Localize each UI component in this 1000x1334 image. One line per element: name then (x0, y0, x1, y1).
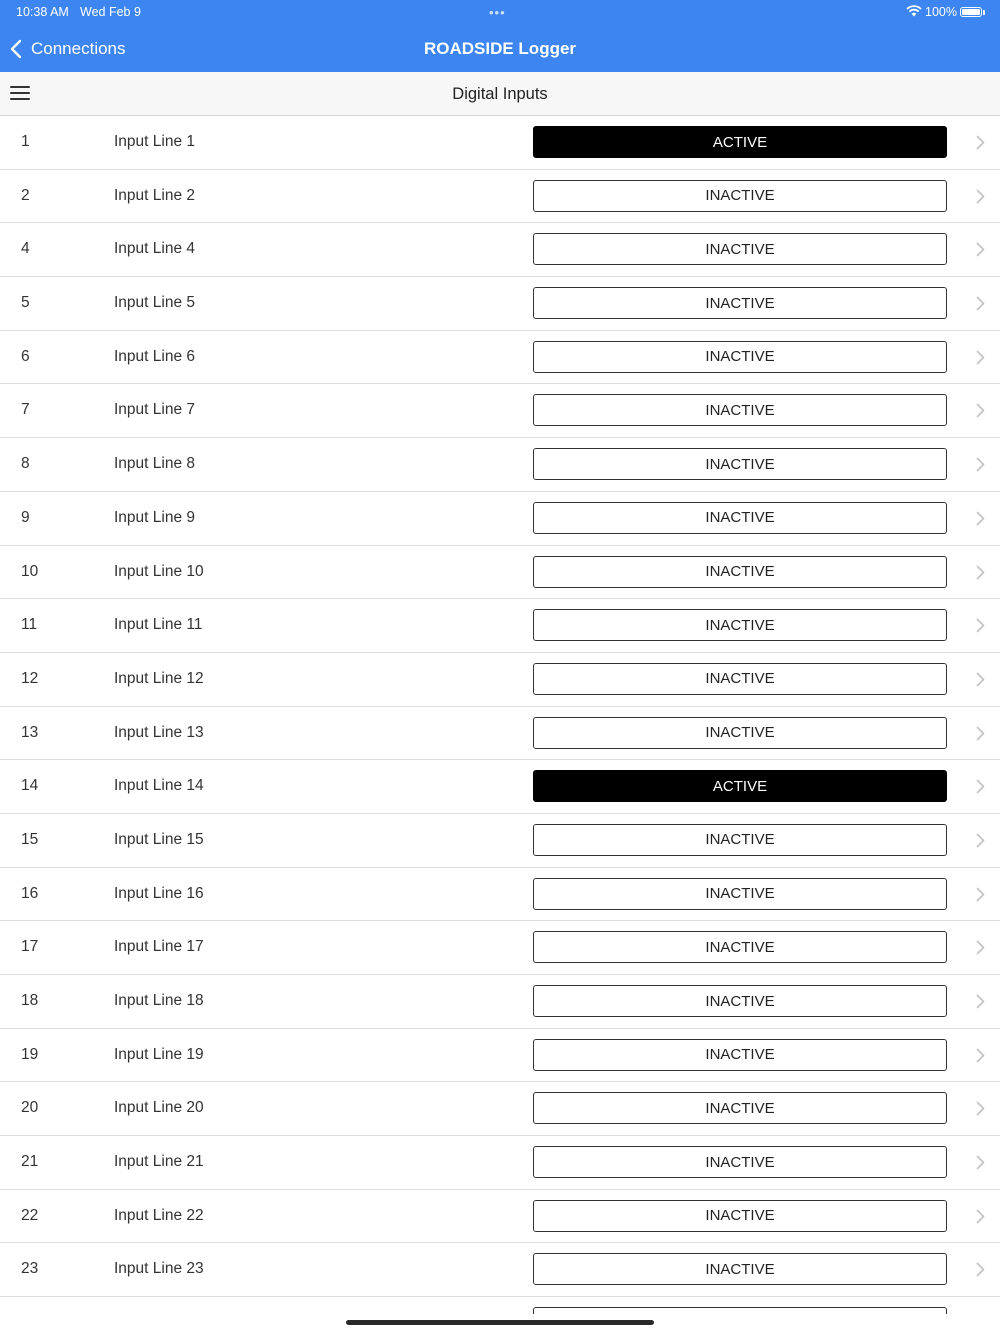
list-item[interactable] (0, 599, 1000, 653)
wifi-icon (906, 5, 922, 17)
list-item[interactable] (0, 546, 1000, 600)
input-state-button[interactable]: INACTIVE (533, 1146, 947, 1178)
input-state-button[interactable] (533, 1307, 947, 1314)
input-line-name: Input Line 4 (114, 240, 196, 258)
input-line-number: 20 (21, 1099, 39, 1117)
input-state-button[interactable]: INACTIVE (533, 556, 947, 588)
input-line-name: Input Line 23 (114, 1260, 204, 1278)
chevron-right-icon[interactable] (976, 887, 985, 902)
input-line-number: 21 (21, 1153, 39, 1171)
page-title: ROADSIDE Logger (423, 39, 577, 58)
input-line-number: 10 (21, 562, 39, 580)
list-item[interactable] (0, 1297, 1000, 1314)
input-state-button[interactable]: INACTIVE (533, 341, 947, 373)
input-line-number: 2 (21, 186, 30, 204)
input-state-button[interactable]: INACTIVE (533, 663, 947, 695)
input-line-number: 19 (21, 1045, 39, 1063)
input-line-name: Input Line 1 (114, 133, 196, 150)
list-item[interactable] (0, 653, 1000, 707)
home-indicator[interactable] (346, 1320, 654, 1325)
input-line-name: Input Line 5 (114, 294, 196, 312)
list-item[interactable] (0, 1243, 1000, 1297)
input-line-number: 16 (21, 884, 39, 902)
list-item[interactable] (0, 1029, 1000, 1083)
list-item[interactable] (0, 384, 1000, 438)
list-item[interactable] (0, 277, 1000, 331)
input-line-number: 12 (21, 669, 39, 687)
input-state-button[interactable]: INACTIVE (533, 1092, 947, 1124)
input-line-name: Input Line 18 (114, 992, 204, 1009)
input-state-button[interactable]: INACTIVE (533, 233, 947, 265)
chevron-right-icon[interactable] (976, 457, 985, 472)
list-item[interactable] (0, 1082, 1000, 1136)
input-state-button[interactable]: INACTIVE (533, 931, 947, 963)
input-line-name: Input Line 9 (114, 508, 196, 526)
section-title: Digital Inputs (452, 85, 548, 103)
input-state-button[interactable]: ACTIVE (533, 770, 947, 802)
input-line-name: Input Line 14 (114, 777, 204, 795)
multitasking-dots-icon[interactable]: ••• (489, 5, 506, 20)
chevron-right-icon[interactable] (976, 1048, 985, 1063)
input-line-name: Input Line 19 (114, 1045, 204, 1063)
chevron-right-icon[interactable] (976, 1155, 985, 1170)
chevron-right-icon[interactable] (976, 296, 985, 311)
chevron-right-icon[interactable] (976, 350, 985, 365)
input-line-number: 23 (21, 1260, 39, 1278)
input-line-name: Input Line 22 (114, 1206, 204, 1224)
input-line-number: 8 (21, 455, 30, 473)
list-item[interactable] (0, 868, 1000, 922)
input-line-name: Input Line 7 (114, 401, 196, 419)
chevron-right-icon[interactable] (976, 511, 985, 526)
chevron-right-icon[interactable] (976, 565, 985, 580)
input-state-button[interactable]: INACTIVE (533, 609, 947, 641)
input-state-button[interactable]: INACTIVE (533, 824, 947, 856)
list-item[interactable] (0, 492, 1000, 546)
chevron-right-icon[interactable] (976, 833, 985, 848)
status-time: 10:38 AM (16, 5, 69, 19)
list-item[interactable] (0, 975, 1000, 1029)
chevron-right-icon[interactable] (976, 1101, 985, 1116)
input-line-number: 18 (21, 992, 39, 1009)
input-state-button[interactable]: INACTIVE (533, 287, 947, 319)
battery-percentage: 100% (925, 5, 957, 19)
input-line-name: Input Line 6 (114, 347, 196, 365)
input-state-button[interactable]: INACTIVE (533, 1253, 947, 1285)
chevron-right-icon[interactable] (976, 994, 985, 1009)
chevron-right-icon[interactable] (976, 1209, 985, 1224)
list-item[interactable] (0, 1190, 1000, 1244)
input-line-number: 4 (21, 240, 30, 258)
input-state-button[interactable]: INACTIVE (533, 180, 947, 212)
list-item[interactable] (0, 223, 1000, 277)
input-state-button[interactable]: INACTIVE (533, 1200, 947, 1232)
input-line-name: Input Line 15 (114, 830, 204, 848)
input-state-button[interactable]: INACTIVE (533, 878, 947, 910)
input-line-number: 6 (21, 347, 30, 365)
list-item[interactable] (0, 438, 1000, 492)
chevron-right-icon[interactable] (976, 618, 985, 633)
input-line-number: 11 (21, 616, 38, 634)
input-line-number: 22 (21, 1206, 39, 1224)
chevron-right-icon[interactable] (976, 779, 985, 794)
input-line-number: 7 (21, 401, 30, 419)
status-date: Wed Feb 9 (80, 5, 141, 19)
digital-inputs-list[interactable] (0, 116, 1000, 1314)
input-line-number: 13 (21, 723, 39, 741)
chevron-right-icon[interactable] (976, 672, 985, 687)
list-item[interactable] (0, 1136, 1000, 1190)
input-line-name: Input Line 20 (114, 1099, 204, 1117)
list-item[interactable] (0, 331, 1000, 385)
input-line-number: 15 (21, 830, 39, 848)
navigation-bar (0, 0, 1000, 72)
chevron-right-icon[interactable] (976, 726, 985, 741)
list-item[interactable] (0, 760, 1000, 814)
input-line-number: 17 (21, 938, 39, 956)
input-state-button[interactable]: INACTIVE (533, 394, 947, 426)
list-item[interactable] (0, 116, 1000, 170)
input-line-name: Input Line 12 (114, 669, 204, 687)
input-line-name: Input Line 21 (114, 1153, 204, 1171)
input-state-button[interactable]: INACTIVE (533, 717, 947, 749)
list-item[interactable] (0, 170, 1000, 224)
section-header (0, 72, 1000, 116)
chevron-right-icon[interactable] (976, 403, 985, 418)
input-state-button[interactable]: INACTIVE (533, 1039, 947, 1071)
input-line-number: 5 (21, 294, 30, 312)
input-line-name: Input Line 17 (114, 938, 204, 956)
chevron-right-icon[interactable] (976, 1262, 985, 1277)
input-state-button[interactable]: ACTIVE (533, 126, 947, 158)
list-item[interactable] (0, 707, 1000, 761)
input-line-name: Input Line 11 (114, 616, 203, 634)
input-state-button[interactable]: INACTIVE (533, 985, 947, 1017)
input-state-button[interactable]: INACTIVE (533, 502, 947, 534)
chevron-right-icon[interactable] (976, 189, 985, 204)
input-line-name: Input Line 13 (114, 723, 204, 741)
input-line-name: Input Line 8 (114, 455, 196, 473)
chevron-right-icon[interactable] (976, 242, 985, 257)
input-line-number: 9 (21, 508, 30, 526)
input-line-name: Input Line 10 (114, 562, 204, 580)
input-line-number: 1 (21, 133, 30, 150)
chevron-right-icon[interactable] (976, 135, 985, 150)
chevron-right-icon[interactable] (976, 940, 985, 955)
list-item[interactable] (0, 814, 1000, 868)
input-state-button[interactable]: INACTIVE (533, 448, 947, 480)
input-line-name: Input Line 2 (114, 186, 196, 204)
input-line-name: Input Line 16 (114, 884, 204, 902)
list-item[interactable] (0, 921, 1000, 975)
input-line-number: 14 (21, 777, 39, 795)
battery-icon (960, 7, 982, 17)
back-button-label: Connections (31, 39, 126, 58)
